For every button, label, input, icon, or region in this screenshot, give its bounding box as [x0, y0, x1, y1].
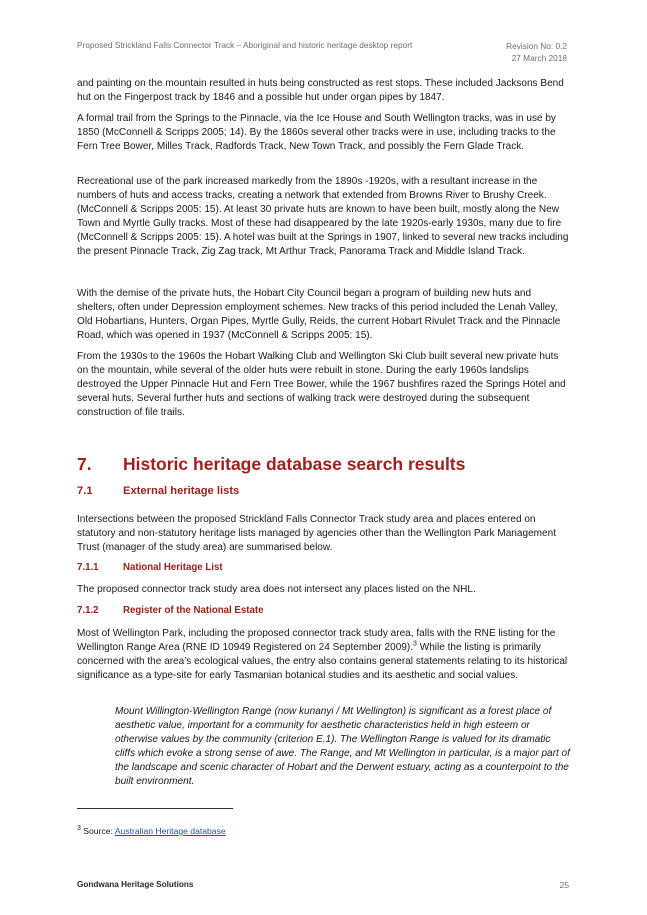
- paragraph-rne: [77, 627, 569, 683]
- paragraph-external-lists-intro: [77, 513, 569, 555]
- paragraph-text: The proposed connector track study area does not intersect any places listed on the NHL.: [77, 584, 476, 595]
- section-7-1-2-heading: [77, 605, 264, 616]
- paragraph-huts-continued: [77, 77, 569, 105]
- paragraph-text: From the 1930s to the 1960s the Hobart Walking Club and Wellington Ski Club built several new private huts on the mountain, while several of the older huts were rebuilt in stone. During the early 1960s landslips destroyed the Upper Pinnacle Hut and Fern Tree Bower, while the 1967 bushfires razed the Springs Hotel and several huts. Several further huts and sections of walking track were destroyed during the subsequent construction of file trails.: [77, 351, 566, 418]
- paragraph-text: Recreational use of the park increased markedly from the 1890s -1920s, with a resultant increase in the numbers of huts and access tracks, creating a network that extended from Browns River to Brushy Creek. (McConnell & Scripps 2005: 15). At least 30 private huts are known to have been built, mostly along the New Town and Myrtle Gully tracks. Most of these had disappeared by the late 1920s-early 1930s, many due to fire (McConnell & Scripps 2005: 15). A hotel was built at the Springs in 1907, linked to several new tracks including the present Pinnacle Track, Zig Zag track, Mt Arthur Track, Panorama Track and Middle Island Track.: [77, 176, 569, 257]
- running-header-title: Proposed Strickland Falls Connector Track – Aboriginal and historic heritage desktop report: [77, 40, 413, 50]
- paragraph-text: Intersections between the proposed Strickland Falls Connector Track study area and places entered on statutory and non-statutory heritage lists managed by agencies other than the Wellington Park Management Trust (manager of the study area) are summarised below.: [77, 514, 556, 553]
- footnote-reference[interactable]: 3: [413, 640, 417, 648]
- paragraph-council-huts: [77, 287, 569, 343]
- section-number: 7.: [77, 454, 92, 474]
- footnote: [77, 826, 226, 836]
- paragraph-text: [77, 627, 569, 683]
- footnote-divider: [77, 808, 233, 809]
- footnote-number: 3: [77, 825, 81, 833]
- section-title: National Heritage List: [123, 562, 223, 573]
- paragraph-nhl: [77, 583, 569, 597]
- paragraph-recreational-use: [77, 175, 569, 258]
- section-7-1-1-heading: [77, 562, 223, 573]
- paragraph-walking-club: [77, 350, 569, 420]
- paragraph-text: and painting on the mountain resulted in huts being constructed as rest stops. These included Jacksons Bend hut on the Fingerpost track by 1846 and a possible hut under organ pipes by 1847.: [77, 78, 564, 103]
- footer-company: Gondwana Heritage Solutions: [77, 880, 194, 889]
- section-number: 7.1.1: [77, 562, 99, 573]
- rne-quote: Mount Willington-Wellington Range (now kunanyi / Mt Wellington) is significant as a forest place of aesthetic value, important for a community for aesthetic characteristics held in high esteem or otherwise values by the community (criterion E.1). The Wellington Range is valued for its dramatic cliffs which evoke a strong sense of awe. The Range, and Mt Wellington in particular, is a major part of the landscape and scenic character of Hobart and the Derwent estuary, acting as a counterpoint to the built environment.: [115, 706, 570, 787]
- section-title: External heritage lists: [123, 485, 240, 497]
- revision-date: 27 March 2018: [511, 53, 567, 63]
- footnote-prefix: Source:: [80, 826, 115, 836]
- paragraph-text: A formal trail from the Springs to the Pinnacle, via the Ice House and South Wellington tracks, was in use by 1850 (McConnell & Scripps 2005; 14). By the 1860s several other tracks were in use, including tracks to the Fern Tree Bower, Milles Track, Radfords Track, New Town Track, and possibly the Fern Glade Track.: [77, 113, 556, 152]
- rne-text-end: While the listing is primarily concerned with the area’s ecological values, the entry also contains general statements relating to its historical significance as a type-site for early Tasmanian botanical studies and its aesthetic and social values.: [77, 641, 568, 681]
- section-number: 7.1.2: [77, 605, 99, 616]
- section-number: 7.1: [77, 485, 93, 497]
- section-title: Register of the National Estate: [123, 605, 264, 616]
- rne-text-start: Most of Wellington Park, including the proposed connector track study area, falls with the RNE listing for the Wellington Range Area (RNE ID 10949 Registered on 24 September 2009).: [77, 628, 556, 653]
- section-7-heading: [77, 454, 465, 475]
- running-header-revision: [506, 40, 567, 64]
- paragraph-text: With the demise of the private huts, the Hobart City Council began a program of building new huts and shelters, often under Depression employment schemes. New tracks of this period included the Lenah Valley, Old Hobartians, Hunters, Organ Pipes, Myrtle Gully, Reids, the current Hobart Rivulet Track and the Pinnacle Road, which was opened in 1937 (McConnell & Scripps 2005: 15).: [77, 288, 561, 341]
- section-title: Historic heritage database search results: [123, 454, 466, 474]
- australian-heritage-database-link[interactable]: Australian Heritage database: [114, 826, 226, 836]
- section-7-1-heading: [77, 485, 239, 497]
- revision-number: Revision No: 0.2: [506, 41, 567, 51]
- paragraph-formal-trail: [77, 112, 569, 154]
- page-number: 25: [559, 880, 569, 890]
